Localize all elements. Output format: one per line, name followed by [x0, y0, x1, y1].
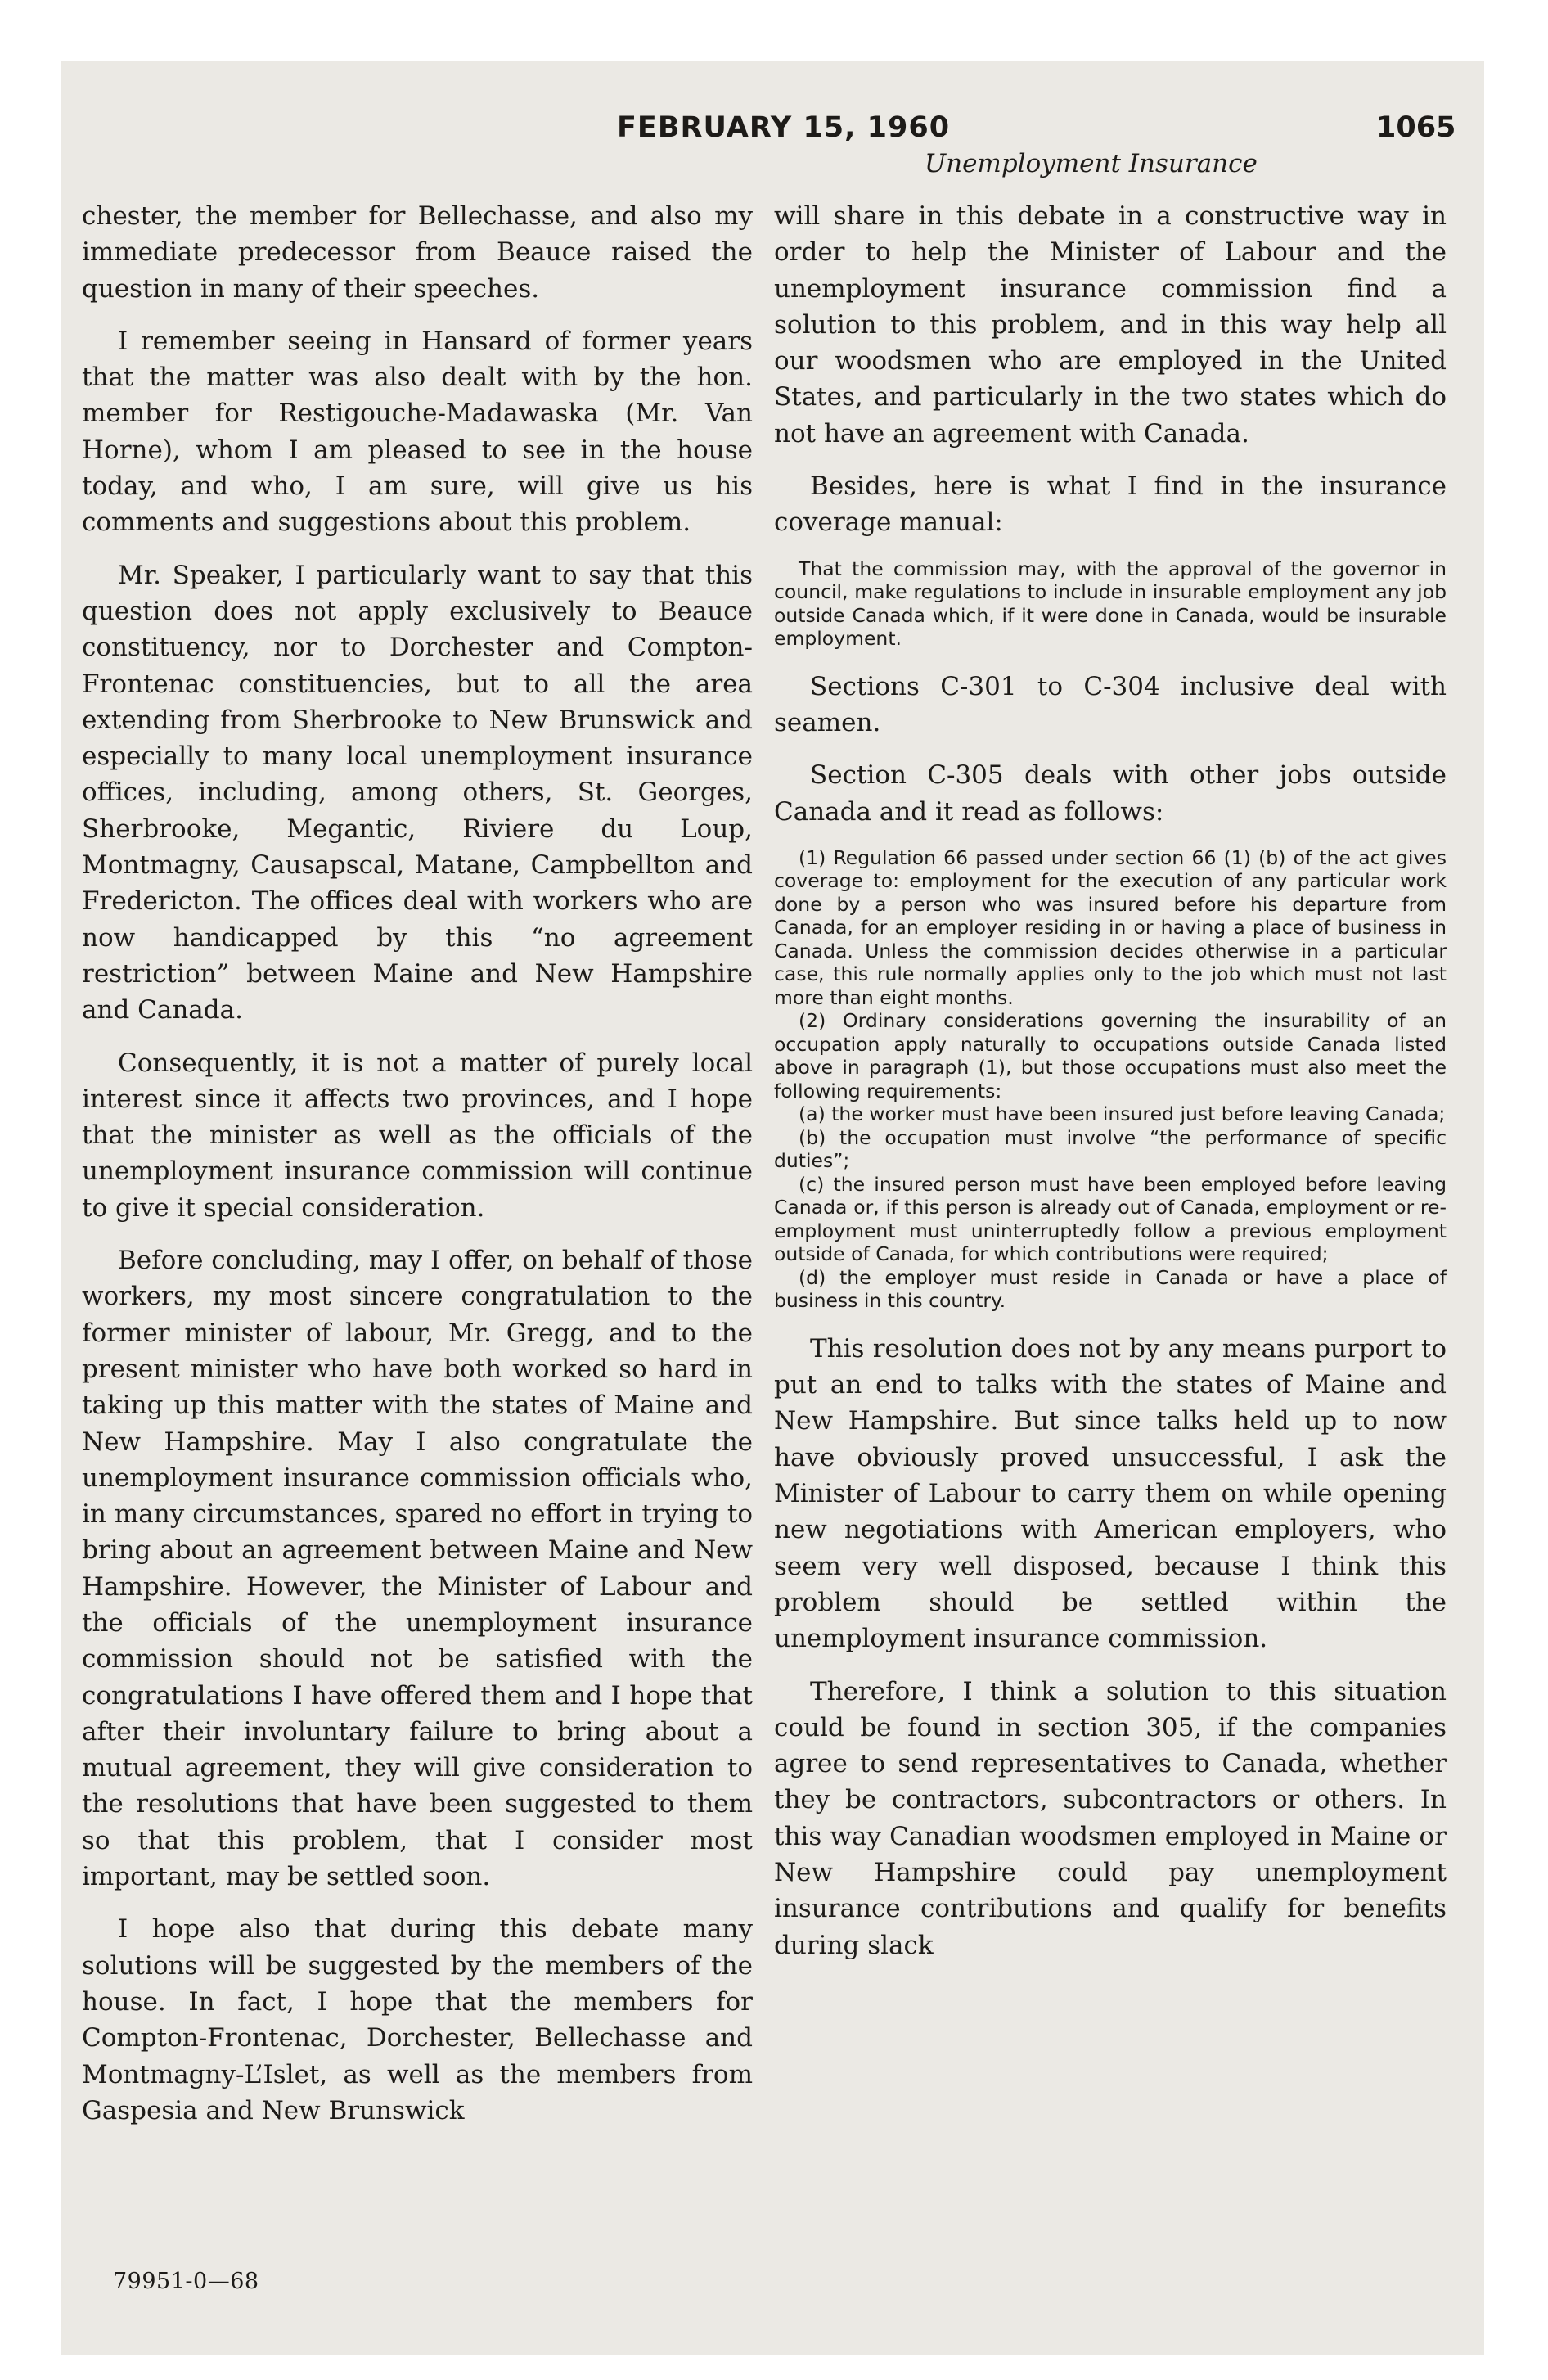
- left-paragraph-4: Consequently, it is not a matter of purely local interest since it affects two provinces, and I hope that the minister as well as the officials of the unemployment insurance commission will continue to give it special consideration.: [82, 1048, 753, 1223]
- header-date: FEBRUARY 15, 1960: [617, 111, 951, 144]
- quote-2-item: (1) Regulation 66 passed under section 66 (1) (b) of the act gives coverage to: employment for the execution of any particular work done by a person who was insured before his departure from Canada, for an employer residing in or having a place of business in Canada. Unless the commission decides otherwise in a particular case, this rule normally applies only to the job which must not last more than eight months.: [774, 845, 1447, 1009]
- right-column: [774, 198, 1447, 1980]
- quote-2-item: (2) Ordinary considerations governing the insurability of an occupation apply naturally to occupations outside Canada listed above in paragraph (1), but those occupations must also meet the following requirements:: [774, 1009, 1447, 1102]
- left-paragraph-5: Before concluding, may I offer, on behalf of those workers, my most sincere congratulation to the former minister of labour, Mr. Gregg, and to the present minister who have both worked so hard in taking up this matter with the states of Maine and New Hampshire. May I also congratulate the unemployment insurance commission officials who, in many circumstances, spared no effort in trying to bring about an agreement between Maine and New Hampshire. However, the Minister of Labour and the officials of the unemployment insurance commission should not be satisfied with the congratulations I have offered them and I hope that after their involuntary failure to bring about a mutual agreement, they will give consideration to the resolutions that have been suggested to them so that this problem, that I consider most important, may be settled soon.: [82, 1246, 753, 1892]
- right-paragraph-4: Section C-305 deals with other jobs outside Canada and it read as follows:: [774, 760, 1447, 827]
- quote-2-item: (b) the occupation must involve “the performance of specific duties”;: [774, 1125, 1447, 1173]
- right-paragraph-3: Sections C-301 to C-304 inclusive deal with seamen.: [774, 671, 1447, 737]
- right-paragraph-2: Besides, here is what I find in the insurance coverage manual:: [774, 471, 1447, 538]
- quote-block-2: [774, 846, 1447, 1313]
- right-paragraph-6: Therefore, I think a solution to this situation could be found in section 305, if the companies agree to send representatives to Canada, whether they be contractors, subcontractors or others. In this way Canadian woodsmen employed in Maine or New Hampshire could pay unemployment insurance contributions and qualify for benefits during slack: [774, 1676, 1447, 1960]
- right-paragraph-5: This resolution does not by any means purport to put an end to talks with the states of Maine and New Hampshire. But since talks held up to now have obviously proved unsuccessful, I ask the Minister of Labour to carry them on while opening new negotiations with American employers, who seem very well disposed, because I think this problem should be settled within the unemployment insurance commission.: [774, 1333, 1447, 1654]
- header-page-number: 1065: [1376, 111, 1456, 144]
- left-paragraph-6: I hope also that during this debate many solutions will be suggested by the members of the house. In fact, I hope that the members for Compton-Frontenac, Dorchester, Bellechasse and Montmagny-L’Islet, as well as the members from Gaspesia and New Brunswick: [82, 1914, 753, 2125]
- left-column: [82, 198, 753, 2145]
- left-paragraph-3: Mr. Speaker, I particularly want to say that this question does not apply exclusively to Beauce constituency, nor to Dorchester and Compton-Frontenac constituencies, but to all the area extending from Sherbrooke to New Brunswick and especially to many local unemployment insurance offices, including, among others, St. Georges, Sherbrooke, Megantic, Riviere du Loup, Montmagny, Causapscal, Matane, Campbellton and Fredericton. The offices deal with workers who are now handicapped by this “no agreement restriction” between Maine and New Hampshire and Canada.: [82, 560, 753, 1025]
- left-paragraph-1: chester, the member for Bellechasse, and also my immediate predecessor from Beauce raised the question in many of their speeches.: [82, 201, 753, 304]
- quote-2-item: (a) the worker must have been insured just before leaving Canada;: [799, 1102, 1446, 1126]
- quote-2-item: (c) the insured person must have been employed before leaving Canada or, if this person is already out of Canada, employment or re-employment must uninterruptedly follow a previous employment outside of Canada, for which contributions were required;: [774, 1172, 1447, 1266]
- quote-block-1: [774, 557, 1447, 651]
- right-paragraph-1: will share in this debate in a constructive way in order to help the Minister of Labour and the unemployment insurance commission find a solution to this problem, and in this way help all our woodsmen who are employed in the United States, and particularly in the two states which do not have an agreement with Canada.: [774, 201, 1447, 449]
- quote-2-item: (d) the employer must reside in Canada or have a place of business in this country.: [774, 1265, 1447, 1313]
- page-sheet: [61, 61, 1484, 2355]
- quote-1-text: That the commission may, with the approval of the governor in council, make regulations to include in insurable employment any job outside Canada which, if it were done in Canada, would be insurable employment.: [774, 557, 1447, 651]
- footer-code: 79951-0—68: [113, 2269, 259, 2294]
- header-subject: Unemployment Insurance: [925, 149, 1258, 178]
- left-paragraph-2: I remember seeing in Hansard of former years that the matter was also dealt with by the hon. member for Restigouche-Madawaska (Mr. Van Horne), whom I am pleased to see in the house today, and who, I am sure, will give us his comments and suggestions about this problem.: [82, 326, 753, 538]
